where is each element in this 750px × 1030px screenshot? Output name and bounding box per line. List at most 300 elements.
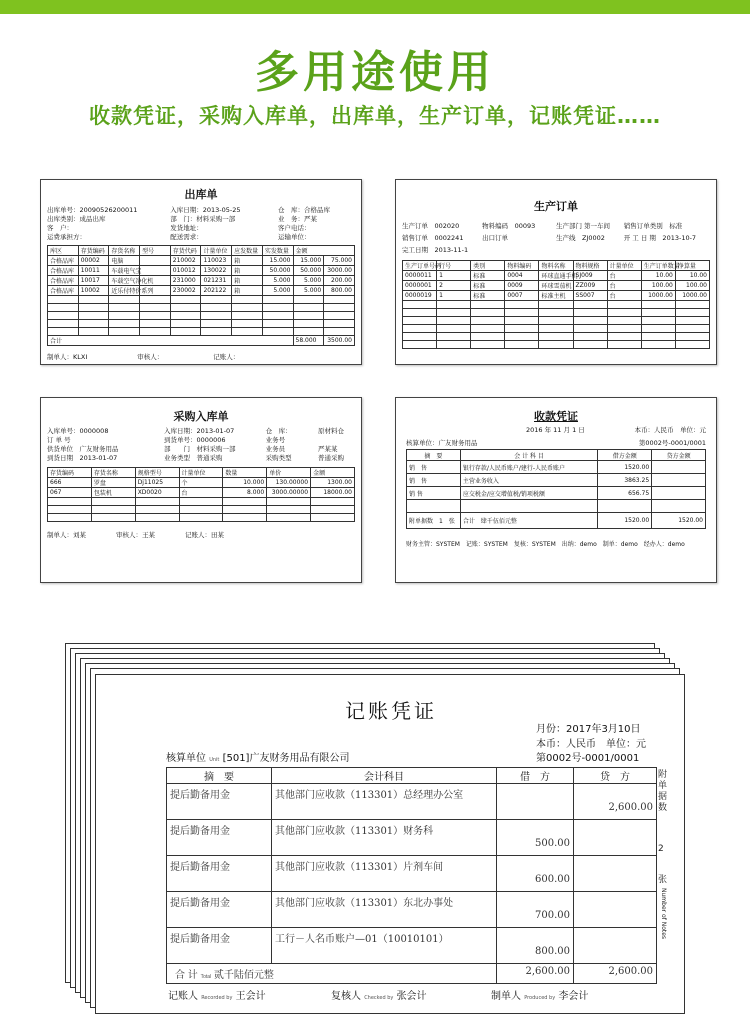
- voucher-header-cell: 借 方: [497, 768, 574, 784]
- unit-label: 核算单位: [166, 753, 206, 764]
- purchase-signature: 审核人：王某: [116, 531, 155, 539]
- outbound-cell: 5.000: [262, 276, 293, 286]
- production-empty-cell: [675, 309, 709, 317]
- outbound-empty-cell: [78, 312, 109, 320]
- page-headline: 多用途使用: [255, 47, 495, 98]
- outbound-empty-cell: [170, 296, 201, 304]
- recorded-by: [168, 987, 266, 1002]
- voucher-cell: 其他部门应收款（113301）财务科: [272, 820, 497, 856]
- produced-name: 李会计: [558, 991, 589, 1002]
- purchase-empty-cell: [311, 506, 355, 514]
- unit-label-en: Unit: [209, 757, 220, 763]
- purchase-info-field: 仓 库：: [265, 427, 292, 435]
- outbound-cell: 合格品库: [48, 286, 79, 296]
- outbound-empty-cell: [109, 304, 140, 312]
- production-row: [403, 271, 710, 281]
- total-label-en: Total: [200, 974, 212, 980]
- purchase-info-field: 入库日期：2013-01-07: [164, 427, 235, 435]
- production-empty-cell: [505, 309, 539, 317]
- attachment-label: 附单据数: [658, 770, 668, 813]
- receipt-currency: 本币：人民币 单位：元: [634, 426, 706, 434]
- receipt-total-left: 附单据数 1 张: [407, 513, 461, 529]
- purchase-empty-cell: [48, 514, 92, 522]
- total-credit: 2,600.00: [574, 964, 657, 984]
- purchase-empty-cell: [135, 506, 179, 514]
- outbound-empty-cell: [262, 312, 293, 320]
- voucher-cell: 其他部门应收款（113301）片剂车间: [272, 856, 497, 892]
- purchase-title: 采购入库单: [173, 410, 229, 423]
- production-empty-cell: [573, 325, 607, 333]
- outbound-empty-cell: [78, 296, 109, 304]
- outbound-empty-cell: [232, 320, 263, 328]
- production-cell: 0000019: [403, 291, 437, 301]
- purchase-empty-cell: [48, 498, 92, 506]
- purchase-info-field: 供货单位 广友财务用品: [47, 445, 119, 453]
- production-empty-cell: [675, 317, 709, 325]
- receipt-cell: 主营业务收入: [460, 474, 598, 487]
- production-order-card: [395, 179, 717, 365]
- voucher-row: [167, 928, 657, 964]
- production-empty-cell: [607, 309, 641, 317]
- outbound-cell: 75.000: [324, 256, 355, 266]
- outbound-cell: 800.00: [324, 286, 355, 296]
- production-empty-cell: [573, 341, 607, 349]
- outbound-order-card: [40, 179, 362, 365]
- outbound-empty-cell: [170, 312, 201, 320]
- purchase-row: [48, 488, 355, 498]
- purchase-cell: 台: [179, 488, 223, 498]
- purchase-info-field: 严某某: [318, 445, 338, 453]
- production-empty-cell: [505, 333, 539, 341]
- attachment-number: 2: [658, 844, 664, 854]
- purchase-empty-cell: [179, 514, 223, 522]
- receipt-empty-row: [407, 500, 706, 513]
- receipt-voucher-card: [395, 397, 717, 583]
- production-empty-cell: [403, 325, 437, 333]
- purchase-empty-row: [48, 498, 355, 506]
- outbound-empty-row: [48, 328, 355, 336]
- outbound-cell: 50.000: [293, 266, 324, 276]
- receipt-empty-cell: [407, 500, 461, 513]
- production-row: [403, 291, 710, 301]
- checked-by: [331, 987, 427, 1002]
- production-cell: 1000.00: [675, 291, 709, 301]
- outbound-cell: 200.00: [324, 276, 355, 286]
- production-empty-cell: [607, 333, 641, 341]
- purchase-header-cell: 规格型号: [135, 468, 179, 478]
- voucher-month: 月份：2017年3月10日: [536, 724, 641, 735]
- outbound-empty-cell: [48, 296, 79, 304]
- purchase-signatures: [47, 530, 355, 539]
- purchase-empty-cell: [135, 514, 179, 522]
- recorded-label-en: Recorded by: [201, 995, 233, 1001]
- production-empty-row: [403, 333, 710, 341]
- production-cell: 标准: [471, 281, 505, 291]
- outbound-empty-cell: [324, 312, 355, 320]
- voucher-row: [167, 784, 657, 820]
- outbound-info-field: 发货地址：: [170, 224, 203, 232]
- outbound-info-field: 仓 库：合格品库: [277, 206, 330, 214]
- voucher-cell: [574, 892, 657, 928]
- receipt-number: 第0002号-0001/0001: [638, 439, 706, 447]
- total-words: 贰千陆佰元整: [213, 970, 274, 981]
- purchase-empty-cell: [91, 506, 135, 514]
- production-empty-cell: [437, 333, 471, 341]
- outbound-info: [47, 206, 355, 242]
- voucher-currency: 本币：人民币 单位：元: [536, 739, 646, 750]
- outbound-header-cell: 存货代码: [170, 246, 201, 256]
- production-empty-cell: [607, 341, 641, 349]
- outbound-cell: 10017: [78, 276, 109, 286]
- receipt-signatures: 财务主管：SYSTEM 记账：SYSTEM 复核：SYSTEM 出纳：demo 制单：demo 经办人：demo: [406, 541, 685, 548]
- outbound-empty-cell: [232, 312, 263, 320]
- production-cell: 1000.00: [641, 291, 675, 301]
- purchase-header-cell: 存货编码: [48, 468, 92, 478]
- recorded-name: 王会计: [235, 991, 266, 1002]
- production-row: [403, 281, 710, 291]
- receipt-row: [407, 487, 706, 500]
- accounting-voucher: [95, 674, 685, 1014]
- purchase-inbound-card: [40, 397, 362, 583]
- purchase-empty-cell: [91, 498, 135, 506]
- recorded-label: 记账人: [168, 991, 198, 1002]
- outbound-cell: 15.000: [293, 256, 324, 266]
- outbound-empty-cell: [262, 320, 293, 328]
- voucher-title: 记账凭证: [345, 699, 437, 723]
- outbound-cell: 车载电气宝: [109, 266, 140, 276]
- outbound-cell: 202122: [201, 286, 232, 296]
- purchase-cell: 130.00000: [267, 478, 311, 488]
- outbound-cell: 5.000: [262, 286, 293, 296]
- outbound-header-cell: 计量单位: [201, 246, 232, 256]
- outbound-header-cell: 型号: [140, 246, 171, 256]
- outbound-cell: 230002: [170, 286, 201, 296]
- production-empty-cell: [573, 317, 607, 325]
- voucher-row: [167, 892, 657, 928]
- outbound-cell: 箱: [232, 286, 263, 296]
- production-empty-cell: [437, 309, 471, 317]
- production-table: [402, 260, 710, 349]
- production-empty-cell: [471, 317, 505, 325]
- production-info-field: 销售订单 0002241: [402, 234, 464, 242]
- production-cell: 2: [437, 281, 471, 291]
- production-header-cell: 生产订单号码: [403, 261, 437, 271]
- production-cell: 台: [607, 291, 641, 301]
- outbound-cell: 近乐付特价系列: [109, 286, 140, 296]
- outbound-cell: 箱: [232, 276, 263, 286]
- outbound-empty-cell: [140, 312, 171, 320]
- purchase-info-field: 原材料仓: [318, 427, 345, 435]
- purchase-info-field: 订 单 号: [47, 436, 71, 444]
- receipt-header-row: [407, 450, 706, 461]
- production-cell: 0000001: [403, 281, 437, 291]
- purchase-signature: 制单人：刘某: [47, 531, 86, 539]
- production-empty-cell: [403, 309, 437, 317]
- production-empty-cell: [573, 309, 607, 317]
- outbound-cell: 箱: [232, 256, 263, 266]
- outbound-row: [48, 276, 355, 286]
- outbound-cell: 10002: [78, 286, 109, 296]
- checked-label-en: Checked by: [364, 995, 394, 1001]
- production-cell: 10.00: [641, 271, 675, 281]
- outbound-total-amount: 3500.00: [324, 336, 355, 346]
- purchase-info: [47, 427, 355, 463]
- voucher-total-cell: [167, 964, 497, 984]
- purchase-signature: 记账人：田某: [185, 531, 224, 539]
- receipt-unit: 核算单位：广友财务用品: [406, 439, 478, 447]
- voucher-cell: 工行－人名币账户—01（10010101）: [272, 928, 497, 964]
- receipt-empty-cell: [460, 500, 598, 513]
- production-header-cell: 物料名称: [539, 261, 573, 271]
- outbound-empty-cell: [293, 304, 324, 312]
- purchase-empty-cell: [267, 506, 311, 514]
- production-empty-cell: [641, 309, 675, 317]
- production-header-cell: 物料规格: [573, 261, 607, 271]
- production-empty-cell: [675, 325, 709, 333]
- outbound-cell: 231000: [170, 276, 201, 286]
- outbound-total-row: [48, 336, 355, 346]
- production-cell: 标准: [471, 291, 505, 301]
- voucher-cell: 500.00: [497, 820, 574, 856]
- production-cell: 环球直通手机: [539, 271, 573, 281]
- purchase-cell: 3000.00000: [267, 488, 311, 498]
- receipt-cell: 应交税金/应交增值税/销项税额: [460, 487, 598, 500]
- production-empty-cell: [675, 301, 709, 309]
- outbound-cell: [140, 256, 171, 266]
- outbound-empty-cell: [48, 312, 79, 320]
- production-empty-cell: [573, 301, 607, 309]
- purchase-info-field: 业务号: [265, 436, 286, 444]
- receipt-table: [406, 449, 706, 529]
- outbound-empty-cell: [324, 328, 355, 336]
- outbound-empty-cell: [293, 312, 324, 320]
- production-header-row: [403, 261, 710, 271]
- production-empty-cell: [437, 317, 471, 325]
- purchase-empty-cell: [267, 498, 311, 506]
- production-empty-row: [403, 309, 710, 317]
- purchase-cell: 666: [48, 478, 92, 488]
- outbound-header-cell: 存货编码: [78, 246, 109, 256]
- production-empty-cell: [505, 325, 539, 333]
- purchase-cell: Dj11025: [135, 478, 179, 488]
- outbound-info-field: 运费承担方：: [47, 233, 86, 241]
- production-header-cell: 类别: [471, 261, 505, 271]
- production-info-field: 出口订单: [482, 234, 509, 242]
- voucher-cell: 提后勤备用金: [167, 820, 272, 856]
- purchase-empty-cell: [223, 506, 267, 514]
- production-info-field: 物料编码 00093: [482, 222, 536, 230]
- outbound-empty-cell: [201, 328, 232, 336]
- purchase-info-field: 业务类型 普通采购: [164, 454, 223, 462]
- production-empty-cell: [437, 301, 471, 309]
- produced-by: [491, 987, 588, 1002]
- outbound-cell: 合格品库: [48, 276, 79, 286]
- production-cell: 台: [607, 271, 641, 281]
- receipt-cell: 3863.25: [598, 474, 652, 487]
- outbound-cell: 010012: [170, 266, 201, 276]
- outbound-cell: 15.000: [262, 256, 293, 266]
- production-empty-cell: [539, 301, 573, 309]
- outbound-info-field: 出库类别：成品出库: [47, 215, 106, 223]
- receipt-empty-cell: [652, 500, 706, 513]
- purchase-cell: 18000.00: [311, 488, 355, 498]
- purchase-cell: XD0020: [135, 488, 179, 498]
- top-accent-bar: [0, 0, 750, 14]
- purchase-header-cell: 金额: [311, 468, 355, 478]
- purchase-info-field: 业务员: [265, 445, 286, 453]
- production-cell: 10.00: [675, 271, 709, 281]
- production-empty-cell: [505, 301, 539, 309]
- purchase-empty-cell: [179, 498, 223, 506]
- purchase-info-field: 入库单号：0000008: [47, 427, 109, 435]
- receipt-total-row: [407, 513, 706, 529]
- production-empty-cell: [403, 333, 437, 341]
- purchase-info-field: 到货单号：0000006: [164, 436, 226, 444]
- outbound-cell: 210002: [170, 256, 201, 266]
- purchase-cell: 罗盘: [91, 478, 135, 488]
- outbound-cell: 00002: [78, 256, 109, 266]
- purchase-empty-row: [48, 506, 355, 514]
- outbound-empty-cell: [78, 304, 109, 312]
- production-cell: 标准主机: [539, 291, 573, 301]
- production-empty-cell: [471, 341, 505, 349]
- outbound-info-field: 客户电话：: [277, 224, 311, 232]
- production-cell: 0007: [505, 291, 539, 301]
- produced-label: 制单人: [491, 991, 521, 1002]
- voucher-cell: [497, 784, 574, 820]
- outbound-row: [48, 286, 355, 296]
- production-empty-cell: [607, 301, 641, 309]
- outbound-header-cell: 金额: [293, 246, 355, 256]
- outbound-info-field: 出库单号：20090526200011: [47, 206, 138, 214]
- purchase-header-cell: 数量: [223, 468, 267, 478]
- production-empty-cell: [607, 317, 641, 325]
- outbound-empty-cell: [262, 296, 293, 304]
- outbound-empty-cell: [170, 328, 201, 336]
- production-empty-cell: [641, 301, 675, 309]
- purchase-info-field: [318, 436, 355, 445]
- production-empty-row: [403, 317, 710, 325]
- production-cell: 1: [437, 271, 471, 281]
- purchase-empty-cell: [311, 498, 355, 506]
- production-empty-cell: [675, 333, 709, 341]
- voucher-cell: 700.00: [497, 892, 574, 928]
- outbound-info-field: 配送需求：: [170, 233, 203, 241]
- production-info-field: 销售订单类别 标准: [623, 222, 683, 230]
- purchase-cell: 个: [179, 478, 223, 488]
- production-empty-cell: [437, 341, 471, 349]
- production-empty-row: [403, 301, 710, 309]
- outbound-cell: [140, 266, 171, 276]
- purchase-row: [48, 478, 355, 488]
- outbound-row: [48, 256, 355, 266]
- outbound-signature: 制单人：KLXI: [47, 353, 88, 361]
- voucher-number: 第0002号-0001/0001: [536, 753, 640, 764]
- production-header-cell: 行号: [437, 261, 471, 271]
- production-info: [402, 220, 710, 256]
- attachment-unit: 张: [658, 875, 668, 885]
- production-empty-cell: [403, 341, 437, 349]
- production-header-cell: 净算量: [675, 261, 709, 271]
- outbound-empty-cell: [324, 296, 355, 304]
- outbound-signatures: [47, 352, 355, 361]
- outbound-empty-cell: [140, 304, 171, 312]
- outbound-table: [47, 245, 355, 346]
- attachment-count: [658, 770, 672, 939]
- production-empty-cell: [471, 301, 505, 309]
- outbound-cell: 5.000: [293, 276, 324, 286]
- receipt-row: [407, 474, 706, 487]
- checked-label: 复核人: [331, 991, 361, 1002]
- outbound-header-cell: 应发数量: [232, 246, 263, 256]
- purchase-cell: 10.000: [223, 478, 267, 488]
- outbound-info-field: 业 务：严某: [277, 215, 317, 223]
- receipt-cell: [652, 487, 706, 500]
- receipt-header-cell: 摘 要: [407, 450, 461, 461]
- outbound-cell: 130022: [201, 266, 232, 276]
- receipt-header-cell: 借方金额: [598, 450, 652, 461]
- receipt-empty-cell: [598, 500, 652, 513]
- purchase-empty-cell: [179, 506, 223, 514]
- production-cell: 环球雪茄机: [539, 281, 573, 291]
- outbound-empty-cell: [262, 304, 293, 312]
- receipt-total-debit: 1520.00: [598, 513, 652, 529]
- voucher-cell: 2,600.00: [574, 784, 657, 820]
- purchase-empty-row: [48, 514, 355, 522]
- production-empty-cell: [471, 309, 505, 317]
- voucher-row: [167, 856, 657, 892]
- production-empty-cell: [505, 341, 539, 349]
- outbound-info-field: 客 户：: [47, 224, 73, 232]
- purchase-empty-cell: [91, 514, 135, 522]
- production-empty-cell: [539, 325, 573, 333]
- receipt-cell: [652, 461, 706, 474]
- production-empty-cell: [437, 325, 471, 333]
- production-empty-cell: [539, 309, 573, 317]
- outbound-cell: 合格品库: [48, 266, 79, 276]
- production-cell: 100.00: [641, 281, 675, 291]
- production-empty-cell: [641, 341, 675, 349]
- production-empty-cell: [539, 333, 573, 341]
- outbound-empty-row: [48, 304, 355, 312]
- outbound-empty-row: [48, 296, 355, 304]
- receipt-total-mid: 合计 肆千伍佰元整: [460, 513, 598, 529]
- production-empty-cell: [641, 317, 675, 325]
- page-subline: 收款凭证，采购入库单，出库单，生产订单，记账凭证……: [89, 104, 661, 128]
- production-empty-cell: [641, 333, 675, 341]
- outbound-empty-cell: [201, 320, 232, 328]
- production-info-field: 开 工 日 期 2013-10-7: [623, 234, 697, 242]
- voucher-cell: 600.00: [497, 856, 574, 892]
- receipt-cell: 1520.00: [598, 461, 652, 474]
- production-empty-cell: [403, 317, 437, 325]
- receipt-cell: 销 售: [407, 474, 461, 487]
- voucher-cell: 提后勤备用金: [167, 784, 272, 820]
- outbound-cell: 110023: [201, 256, 232, 266]
- outbound-empty-cell: [48, 320, 79, 328]
- outbound-cell: 电脑: [109, 256, 140, 266]
- voucher-cell: [574, 820, 657, 856]
- purchase-cell: 包装机: [91, 488, 135, 498]
- voucher-header-cell: 摘 要: [167, 768, 272, 784]
- outbound-row: [48, 266, 355, 276]
- outbound-total-label: 合计: [48, 336, 294, 346]
- production-cell: 0004: [505, 271, 539, 281]
- outbound-cell: 5.000: [293, 286, 324, 296]
- receipt-date: 2016 年 11 月 1 日: [526, 426, 585, 434]
- production-cell: SS007: [573, 291, 607, 301]
- outbound-empty-cell: [293, 320, 324, 328]
